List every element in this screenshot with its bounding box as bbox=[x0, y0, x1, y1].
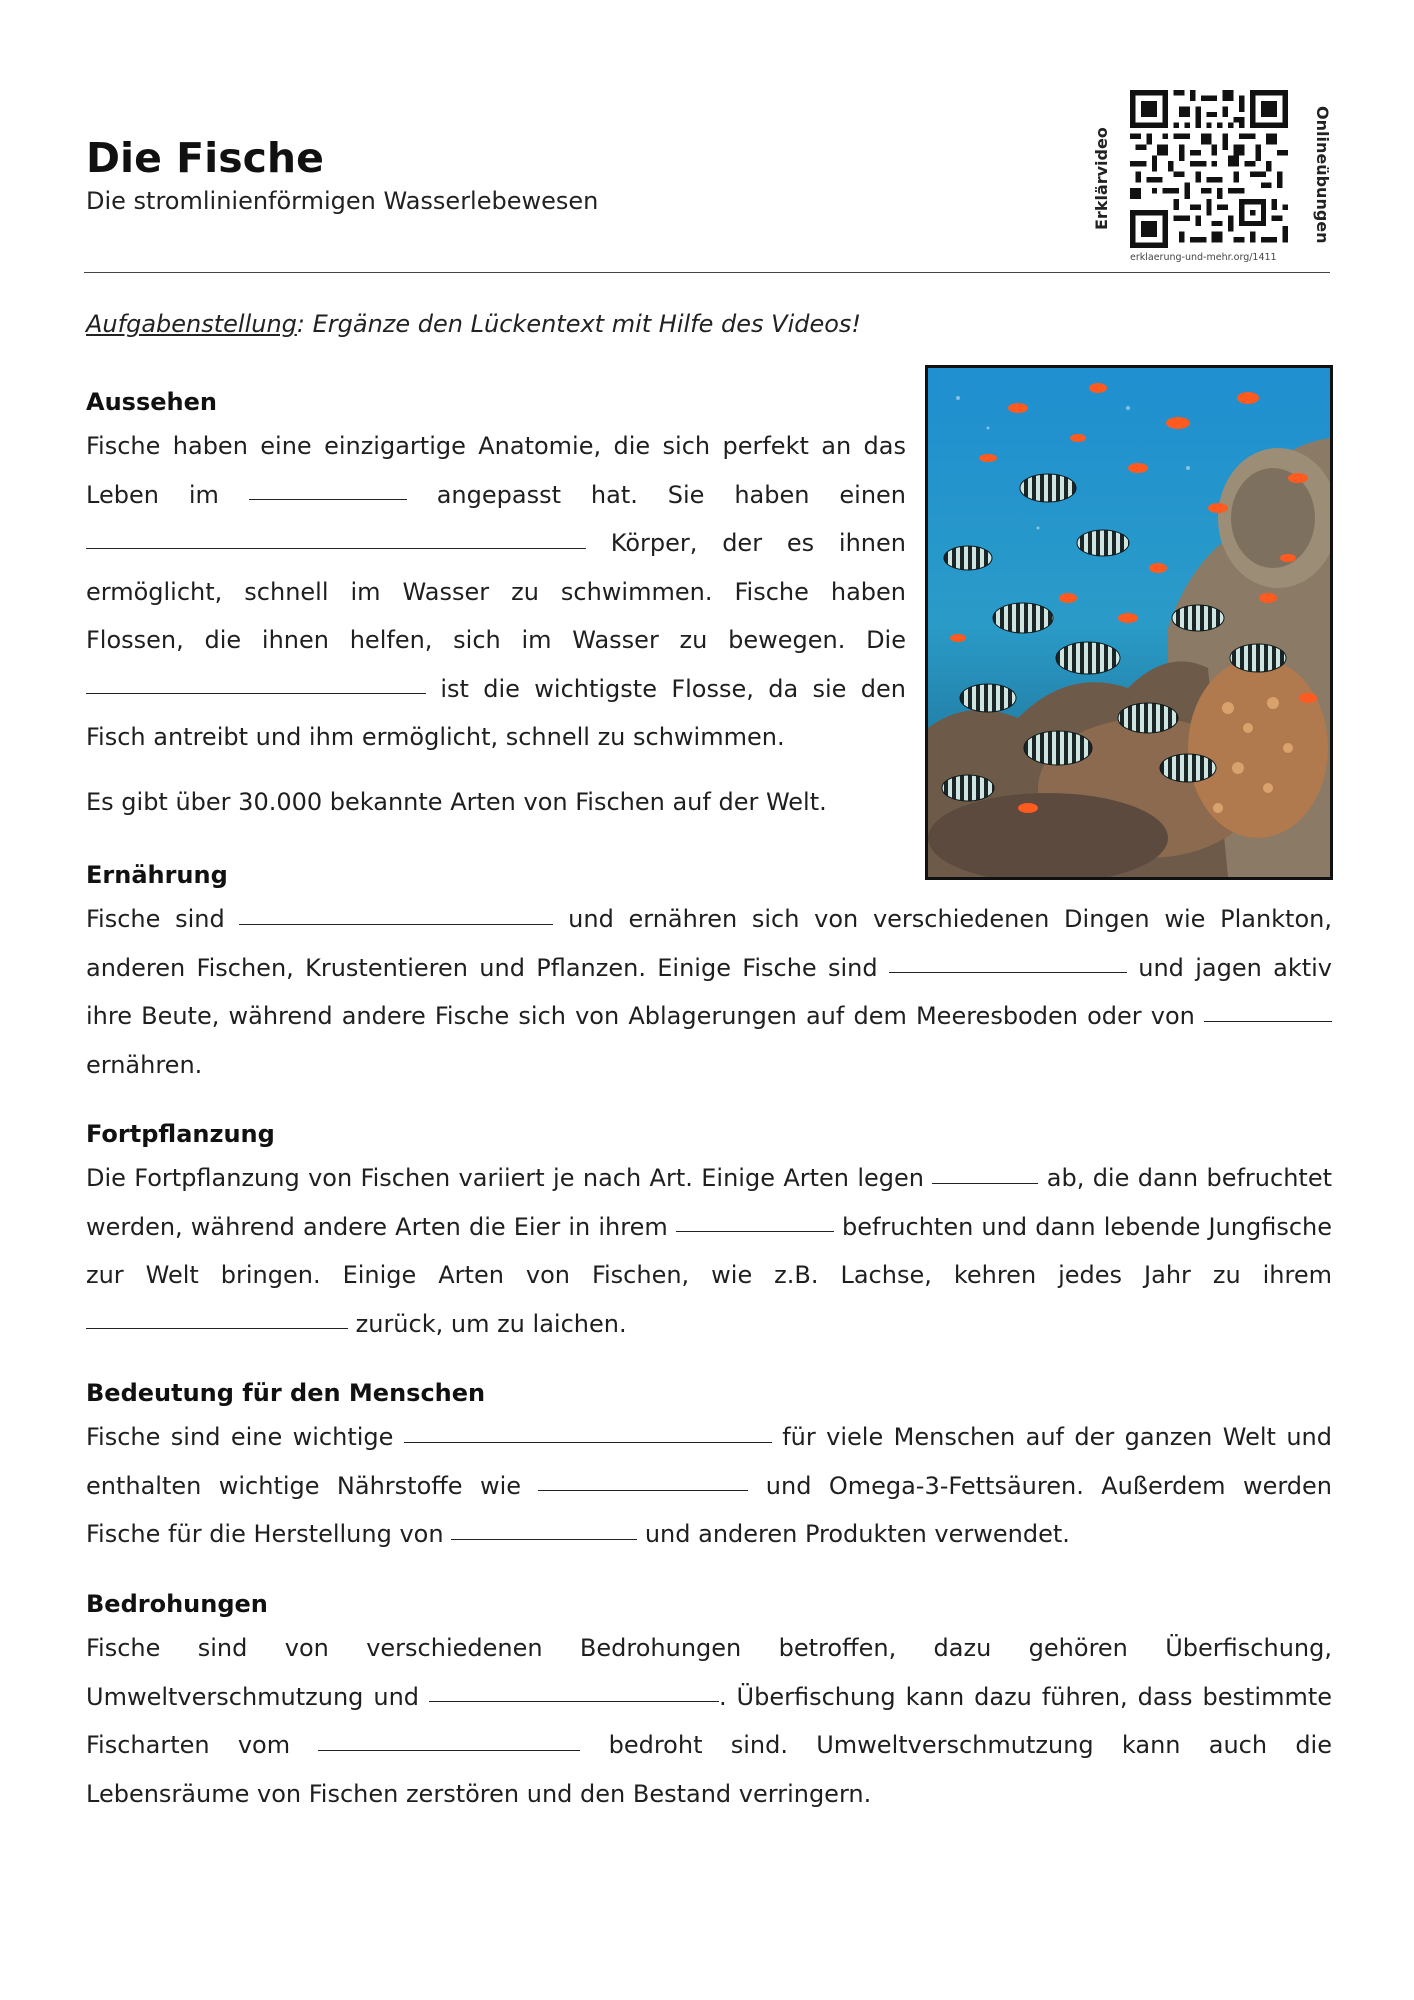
gap-blank[interactable] bbox=[86, 692, 426, 694]
qr-block bbox=[1090, 86, 1334, 266]
coral-reef-image-icon bbox=[928, 368, 1330, 877]
gap-blank[interactable] bbox=[86, 547, 586, 549]
section-bedrohungen bbox=[86, 1584, 1332, 1818]
gap-blank[interactable] bbox=[538, 1489, 748, 1491]
section-bedeutung bbox=[86, 1373, 1332, 1559]
qr-label-exercises: Onlineübungen bbox=[1313, 106, 1332, 244]
task-instruction: Aufgabenstellung: Ergänze den Lückentext mit Hilfe des Videos! bbox=[86, 310, 862, 338]
gap-blank[interactable] bbox=[404, 1441, 772, 1443]
section-heading: Bedrohungen bbox=[86, 1590, 268, 1618]
gap-blank[interactable] bbox=[676, 1230, 834, 1232]
gap-blank[interactable] bbox=[1204, 1020, 1332, 1022]
header-divider bbox=[84, 272, 1330, 273]
qr-code-icon[interactable] bbox=[1130, 90, 1288, 248]
section-heading: Aussehen bbox=[86, 388, 217, 416]
section-heading: Bedeutung für den Menschen bbox=[86, 1379, 486, 1407]
gap-blank[interactable] bbox=[318, 1749, 580, 1751]
section-ernaehrung bbox=[86, 855, 1332, 1089]
reef-fish-photo bbox=[925, 365, 1333, 880]
gap-blank[interactable] bbox=[429, 1700, 719, 1702]
section-text: Fische sind von verschiedenen Bedrohungen betroffen, dazu gehören Überfischung, Umweltverschmutzung und . Überfischung kann dazu führen, dass bestimmte Fischarten vom bedroht sind. Umweltverschmutzung kann auch die Lebensräume von Fischen zerstören und den Bestand verringern. bbox=[86, 1634, 1332, 1808]
section-heading: Fortpflanzung bbox=[86, 1120, 275, 1148]
task-label: Aufgabenstellung bbox=[86, 310, 297, 338]
gap-blank[interactable] bbox=[451, 1538, 637, 1540]
gap-blank[interactable] bbox=[86, 1327, 348, 1329]
page-title: Die Fische bbox=[86, 134, 324, 182]
section-text: Fische haben eine einzigartige Anatomie, die sich perfekt an das Leben im angepasst hat. Sie haben einen Körper, der es ihnen ermöglicht, schnell im Wasser zu schwimmen. Fische haben Flossen, die ihnen helfen, sich im Wasser zu bewegen. Die ist die wichtigste Flosse, da sie den Fisch antreibt und ihm ermöglicht, schnell zu schwimmen. bbox=[86, 432, 906, 751]
page-subtitle: Die stromlinienförmigen Wasserlebewesen bbox=[86, 187, 599, 216]
section-fortpflanzung bbox=[86, 1114, 1332, 1348]
section-text: Fische sind und ernähren sich von verschiedenen Dingen wie Plankton, anderen Fischen, Krustentieren und Pflanzen. Einige Fische sind und jagen aktiv ihre Beute, während andere Fische sich von Ablagerungen auf dem Meeresboden oder von ernähren. bbox=[86, 905, 1332, 1079]
section-text: Fische sind eine wichtige für viele Menschen auf der ganzen Welt und enthalten wichtige Nährstoffe wie und Omega-3-Fettsäuren. Außerdem werden Fische für die Herstellung von und anderen Produkten verwendet. bbox=[86, 1423, 1332, 1548]
task-text: Ergänze den Lückentext mit Hilfe des Videos! bbox=[312, 310, 862, 338]
gap-blank[interactable] bbox=[932, 1182, 1038, 1184]
qr-url: erklaerung-und-mehr.org/1411 bbox=[1130, 252, 1277, 263]
section-heading: Ernährung bbox=[86, 861, 228, 889]
gap-blank[interactable] bbox=[889, 971, 1127, 973]
header bbox=[86, 134, 598, 215]
section-text: Die Fortpflanzung von Fischen variiert je nach Art. Einige Arten legen ab, die dann befruchtet werden, während andere Arten die Eier in ihrem befruchten und dann lebende Jungfische zur Welt bringen. Einige Arten von Fischen, wie z.B. Lachse, kehren jedes Jahr zu ihrem zurück, um zu laichen. bbox=[86, 1164, 1332, 1338]
qr-label-video: Erklärvideo bbox=[1092, 127, 1111, 230]
gap-blank[interactable] bbox=[239, 923, 553, 925]
section-aussehen bbox=[86, 382, 906, 826]
gap-blank[interactable] bbox=[249, 498, 407, 500]
section-text-extra: Es gibt über 30.000 bekannte Arten von Fischen auf der Welt. bbox=[86, 787, 827, 816]
